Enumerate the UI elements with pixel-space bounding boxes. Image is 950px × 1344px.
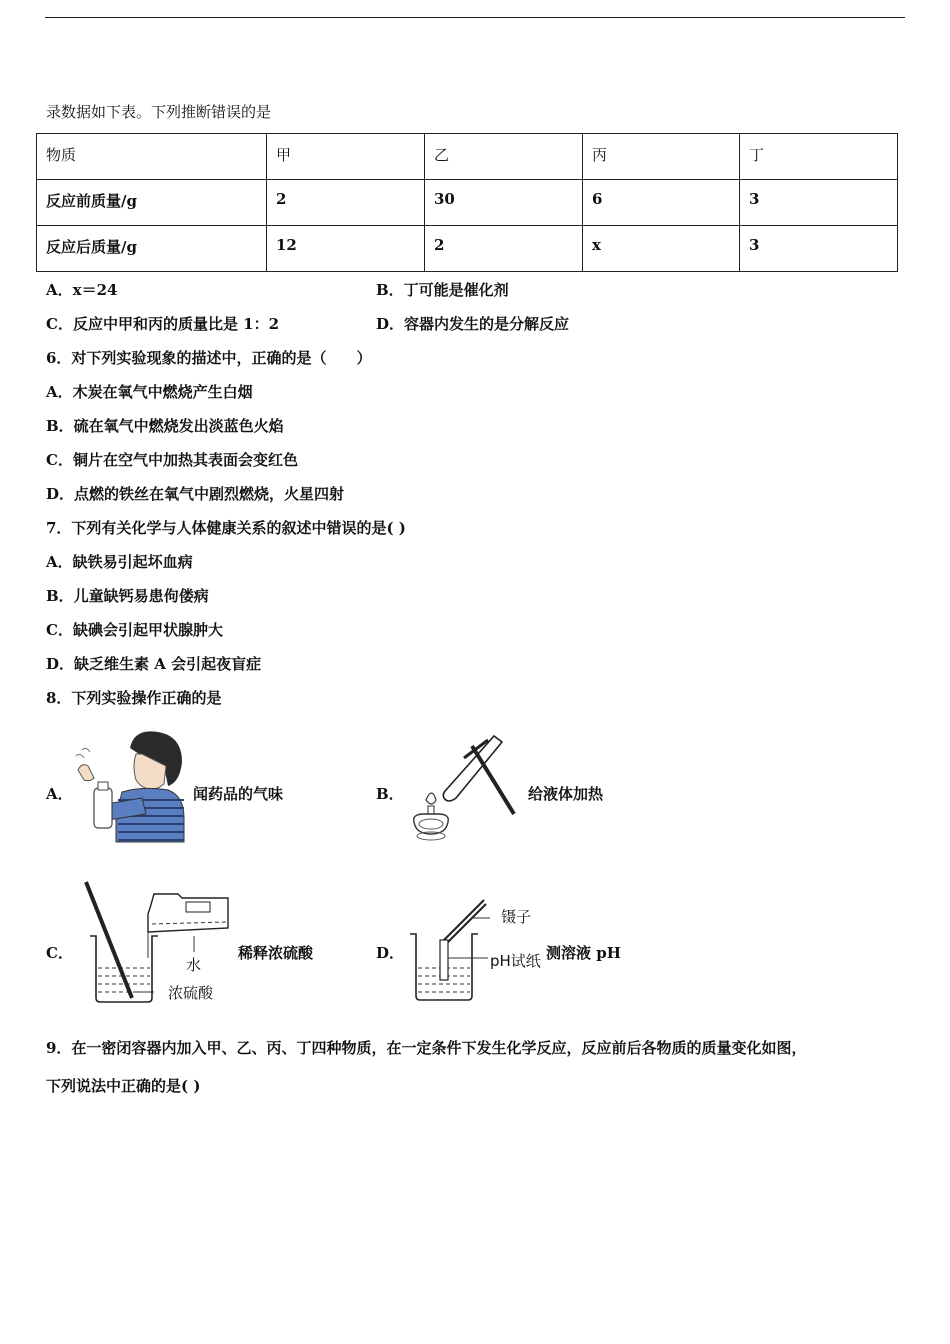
ph-test-figure: [404, 896, 504, 1006]
ph-paper-label: pH试纸: [490, 952, 541, 970]
table-header-cell: 丙: [583, 134, 740, 180]
q8-option-b-letter: B．: [376, 785, 404, 803]
q6-stem: 6．对下列实验现象的描述中，正确的是（ ）: [46, 349, 372, 367]
q8-option-c-text: 稀释浓硫酸: [238, 944, 314, 962]
table-header-cell: 物质: [37, 134, 267, 180]
q9-stem-line1: 9．在一密闭容器内加入甲、乙、丙、丁四种物质，在一定条件下发生化学反应，反应前后各物质的质量变化如图，: [46, 1039, 807, 1057]
table-header-cell: 丁: [740, 134, 898, 180]
table-cell: 30: [425, 180, 583, 226]
table-cell: 3: [740, 180, 898, 226]
table-cell: 反应前质量/g: [37, 180, 267, 226]
q6-option-b: B．硫在氧气中燃烧发出淡蓝色火焰: [46, 417, 284, 435]
q5-option-a: A．x＝24: [46, 281, 118, 299]
mass-data-table: [36, 133, 898, 272]
table-row: [37, 226, 898, 272]
table-header-row: [37, 134, 898, 180]
q7-option-a: A．缺铁易引起坏血病: [46, 553, 193, 571]
q8-option-d-text: 测溶液 pH: [546, 944, 621, 962]
concentrated-acid-label: 浓硫酸: [168, 984, 214, 1002]
table-cell: 2: [267, 180, 425, 226]
q7-option-d: D．缺乏维生素 A 会引起夜盲症: [46, 655, 262, 673]
heating-liquid-figure: [402, 730, 524, 848]
water-label: 水: [186, 956, 202, 974]
header-rule: [45, 17, 905, 18]
q7-stem: 7．下列有关化学与人体健康关系的叙述中错误的是( ): [46, 519, 406, 537]
q8-option-d-letter: D．: [376, 944, 405, 962]
table-cell: 12: [267, 226, 425, 272]
smelling-chemical-figure: [72, 726, 190, 844]
q6-option-a: A．木炭在氧气中燃烧产生白烟: [46, 383, 253, 401]
q6-option-d: D．点燃的铁丝在氧气中剧烈燃烧，火星四射: [46, 485, 345, 503]
table-cell: 3: [740, 226, 898, 272]
table-cell: x: [583, 226, 740, 272]
q9-stem-line2: 下列说法中正确的是( ): [46, 1077, 201, 1095]
q5-option-d: D．容器内发生的是分解反应: [376, 315, 570, 333]
q5-option-b: B．丁可能是催化剂: [376, 281, 509, 299]
q7-option-c: C．缺碘会引起甲状腺肿大: [46, 621, 223, 639]
q6-option-c: C．铜片在空气中加热其表面会变红色: [46, 451, 298, 469]
q5-option-c: C．反应中甲和丙的质量比是 1：2: [46, 315, 280, 333]
q8-option-b-text: 给液体加热: [528, 785, 604, 803]
question-5-intro: 录数据如下表。下列推断错误的是: [46, 103, 272, 121]
table-cell: 6: [583, 180, 740, 226]
q8-option-a-letter: A．: [46, 785, 73, 803]
q8-option-a-text: 闻药品的气味: [193, 785, 284, 803]
q8-stem: 8．下列实验操作正确的是: [46, 689, 222, 707]
table-cell: 2: [425, 226, 583, 272]
table-header-cell: 乙: [425, 134, 583, 180]
tweezers-label: 镊子: [501, 908, 532, 926]
q7-option-b: B．儿童缺钙易患佝偻病: [46, 587, 209, 605]
q8-option-c-letter: C．: [46, 944, 73, 962]
table-cell: 反应后质量/g: [37, 226, 267, 272]
table-row: [37, 180, 898, 226]
table-header-cell: 甲: [267, 134, 425, 180]
